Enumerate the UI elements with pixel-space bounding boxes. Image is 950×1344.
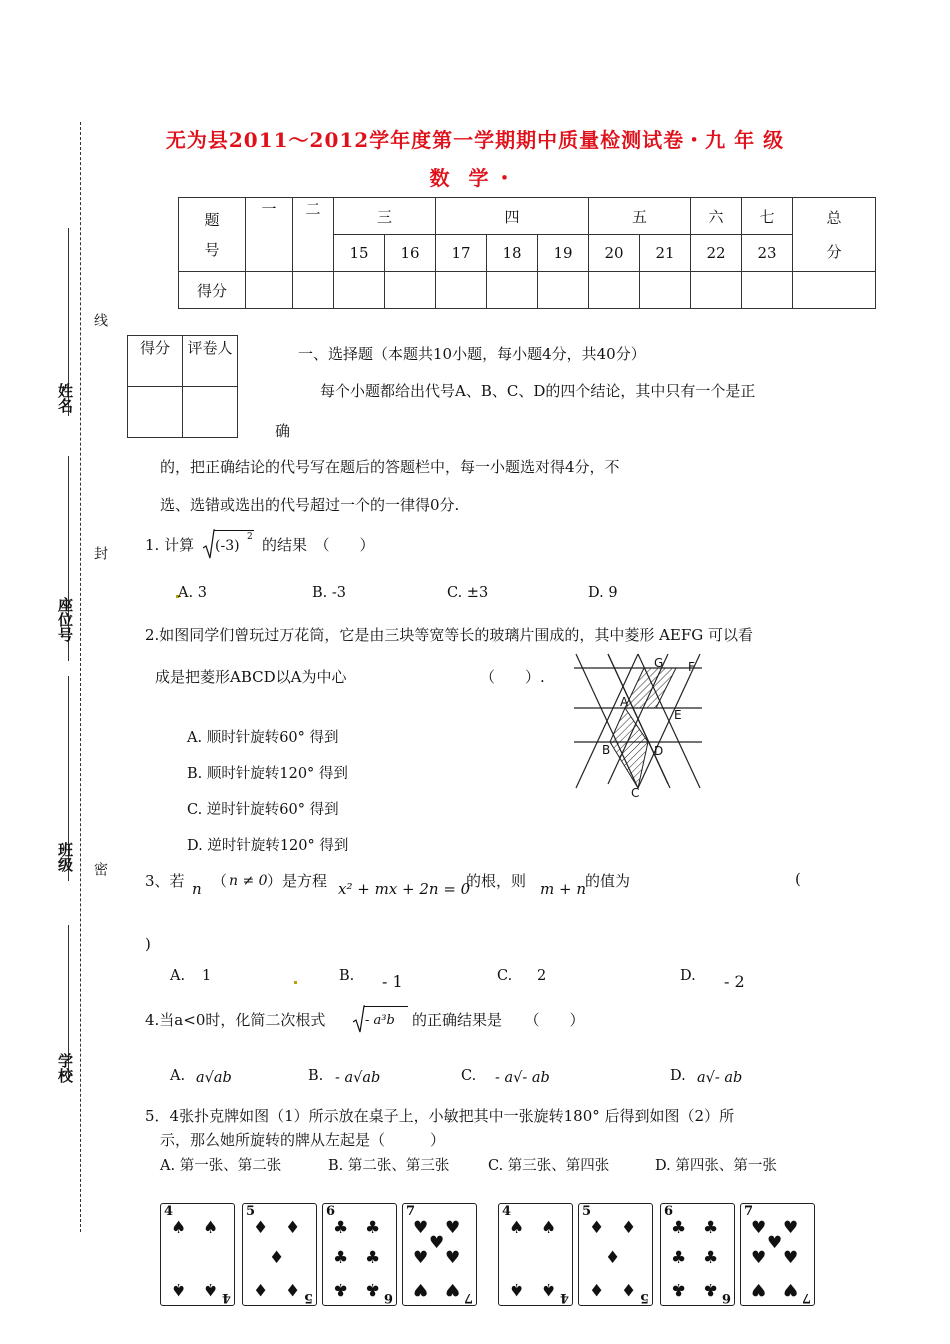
q5-stem-2: 示，那么她所旋转的牌从左起是（ ） [160, 1131, 446, 1149]
card-suit-icon: ♣ [333, 1279, 349, 1299]
q3-option-b-value: - 1 [382, 972, 403, 991]
radical-sign-icon [353, 1004, 365, 1034]
q3-condition: n ≠ 0 [229, 873, 268, 889]
score-cell[interactable] [640, 272, 691, 309]
q3-stem-a: 3、若 [145, 872, 185, 890]
card-rank: 4 [221, 1290, 231, 1305]
card-suit-icon: ♥ [767, 1233, 783, 1253]
playing-card [322, 1203, 397, 1306]
card-suit-icon: ♦ [621, 1279, 637, 1299]
card-suit-icon: ♠ [541, 1218, 557, 1238]
q4-option-c-value: - a√- ab [495, 1070, 550, 1086]
playing-card [740, 1203, 815, 1306]
card-suit-icon: ♦ [605, 1248, 621, 1268]
card-suit-icon: ♥ [751, 1279, 767, 1299]
grader-table [127, 335, 238, 438]
score-cell[interactable] [334, 272, 385, 309]
card-suit-icon: ♣ [333, 1248, 349, 1268]
card-suit-icon: ♥ [783, 1248, 799, 1268]
card-suit-icon: ♣ [671, 1218, 687, 1238]
exam-title: 无为县2011～2012学年度第一学期期中质量检测试卷・九 年 级 [165, 128, 785, 152]
score-cell[interactable] [487, 272, 538, 309]
card-suit-icon: ♣ [333, 1218, 349, 1238]
q2-option-b[interactable]: B. 顺时针旋转120° 得到 [187, 766, 348, 782]
section-7: 七 [742, 198, 793, 235]
card-suit-icon: ♥ [751, 1248, 767, 1268]
q4-option-b-value: - a√ab [335, 1070, 381, 1086]
card-suit-icon: ♦ [285, 1218, 301, 1238]
q2-option-c[interactable]: C. 逆时针旋转60° 得到 [187, 802, 339, 818]
q4-option-c-label[interactable]: C. [461, 1068, 477, 1084]
q3-stem-b: ）是方程 [267, 872, 328, 890]
qnum-15: 15 [334, 235, 385, 272]
card-suit-icon: ♥ [783, 1279, 799, 1299]
score-cell[interactable] [436, 272, 487, 309]
tick-xian: 线 [92, 313, 108, 327]
q3-option-c-label[interactable]: C. [497, 968, 513, 984]
score-cell[interactable] [385, 272, 436, 309]
card-suit-icon: ♣ [671, 1248, 687, 1268]
q4-option-a-label[interactable]: A. [170, 1068, 186, 1084]
card-rank: 4 [502, 1204, 512, 1219]
qnum-18: 18 [487, 235, 538, 272]
score-cell[interactable] [793, 272, 876, 309]
card-rank: 5 [639, 1290, 649, 1305]
card-suit-icon: ♣ [671, 1279, 687, 1299]
card-suit-icon: ♣ [365, 1248, 381, 1268]
q2-option-a[interactable]: A. 顺时针旋转60° 得到 [187, 730, 339, 746]
section-6: 六 [691, 198, 742, 235]
q4-radical [353, 1004, 409, 1034]
card-suit-icon: ♦ [589, 1279, 605, 1299]
card-suit-icon: ♦ [621, 1218, 637, 1238]
q3-answer-paren-close: ) [145, 935, 151, 953]
q2-stem-1: 2.如图同学们曾玩过万花筒，它是由三块等宽等长的玻璃片围成的，其中菱形 AEFG 可以看 [145, 626, 754, 644]
score-cell[interactable] [589, 272, 640, 309]
card-rank: 4 [164, 1204, 174, 1219]
q3-option-d-value: - 2 [724, 972, 745, 991]
q3-n: n [192, 880, 202, 898]
q4-option-a-value: a√ab [196, 1070, 232, 1086]
card-suit-icon: ♣ [365, 1279, 381, 1299]
card-suit-icon: ♦ [253, 1218, 269, 1238]
q5-option-a[interactable]: A. 第一张、第二张 [160, 1158, 282, 1174]
radical-sign-icon [203, 528, 215, 560]
playing-card [160, 1203, 235, 1306]
grader-defen: 得分 [128, 336, 183, 387]
header-tihao: 题 号 [179, 198, 246, 272]
card-suit-icon: ♥ [429, 1233, 445, 1253]
q3-answer-paren-open: ( [795, 870, 801, 888]
section-2: 二 [293, 198, 334, 272]
q1-stem-post: 的结果 （ ） [262, 536, 375, 554]
header-zongfen: 总 分 [793, 198, 876, 272]
grader-name-cell[interactable] [183, 387, 238, 438]
q4-option-b-label[interactable]: B. [308, 1068, 324, 1084]
section1-intro-1: 每个小题都给出代号A、B、C、D的四个结论，其中只有一个是正 [320, 382, 756, 400]
binding-dashed-line [80, 122, 81, 1232]
card-rank: 4 [559, 1290, 569, 1305]
section1-intro-3: 选、选错或选出的代号超过一个的一律得0分. [160, 496, 460, 514]
card-suit-icon: ♠ [203, 1218, 219, 1238]
q5-stem-1: 5．4张扑克牌如图（1）所示放在桌子上，小敏把其中一张旋转180° 后得到如图（2）所 [145, 1107, 735, 1125]
card-suit-icon: ♣ [703, 1248, 719, 1268]
card-suit-icon: ♣ [703, 1279, 719, 1299]
card-rank: 6 [326, 1204, 336, 1219]
q3-option-c-value: 2 [537, 968, 547, 984]
fig-label-f: F [688, 660, 695, 674]
class-label: 班级 [56, 842, 74, 872]
card-suit-icon: ♠ [541, 1279, 557, 1299]
kaleidoscope-figure [568, 652, 708, 797]
playing-card [402, 1203, 477, 1306]
qnum-20: 20 [589, 235, 640, 272]
card-rank: 6 [721, 1290, 731, 1305]
q2-stem-2: 成是把菱形ABCD以A为中心 [155, 668, 347, 686]
q1-option-c[interactable]: C. ±3 [447, 585, 489, 601]
card-suit-icon: ♠ [171, 1279, 187, 1299]
q3-stem-d: 的值为 [585, 872, 631, 890]
q1-option-d[interactable]: D. 9 [588, 585, 618, 601]
q3-option-a-label[interactable]: A. [170, 968, 186, 984]
qnum-17: 17 [436, 235, 487, 272]
playing-card [242, 1203, 317, 1306]
section1-intro-2: 的，把正确结论的代号写在题后的答题栏中，每一小题选对得4分，不 [160, 458, 620, 476]
card-rank: 7 [801, 1290, 811, 1305]
row-defen-label: 得分 [179, 272, 246, 309]
card-rank: 7 [744, 1204, 754, 1219]
q1-stem-pre: 1. 计算 [145, 536, 195, 554]
score-cell[interactable] [538, 272, 589, 309]
name-label: 姓名 [56, 383, 74, 413]
card-suit-icon: ♣ [365, 1218, 381, 1238]
section-3: 三 [334, 198, 436, 235]
q3-option-a-value: 1 [202, 968, 212, 984]
q5-option-d[interactable]: D. 第四张、第一张 [655, 1158, 777, 1174]
qnum-22: 22 [691, 235, 742, 272]
qnum-23: 23 [742, 235, 793, 272]
qnum-19: 19 [538, 235, 589, 272]
card-suit-icon: ♦ [285, 1279, 301, 1299]
q1-option-b[interactable]: B. -3 [312, 585, 346, 601]
card-suit-icon: ♥ [445, 1218, 461, 1238]
card-suit-icon: ♠ [171, 1218, 187, 1238]
section1-intro-wrap: 确 [275, 422, 291, 440]
card-suit-icon: ♦ [589, 1218, 605, 1238]
q3-expr: m + n [540, 880, 586, 898]
card-rank: 7 [463, 1290, 473, 1305]
fig-label-c: C [631, 786, 640, 797]
playing-card [498, 1203, 573, 1306]
q2-paren: （ ）. [480, 668, 545, 686]
card-suit-icon: ♥ [413, 1279, 429, 1299]
q1-exponent: 2 [247, 532, 253, 542]
marker-dot [294, 981, 297, 984]
card-suit-icon: ♥ [445, 1248, 461, 1268]
exam-subject: 数 学・ [429, 166, 521, 190]
q5-option-b[interactable]: B. 第二张、第三张 [328, 1158, 450, 1174]
q3-equation: x² + mx + 2n = 0 [338, 880, 471, 898]
q4-option-d-value: a√- ab [697, 1070, 743, 1086]
playing-card [660, 1203, 735, 1306]
q4-stem-post: 的正确结果是 （ ） [412, 1011, 585, 1029]
card-suit-icon: ♥ [751, 1218, 767, 1238]
fig-label-a: A [620, 695, 629, 709]
score-cell[interactable] [293, 272, 334, 309]
q3-stem-c: 的根，则 [466, 872, 527, 890]
q4-stem-pre: 4.当a<0时，化简二次根式 [145, 1011, 326, 1029]
seat-label: 座位号 [56, 597, 74, 642]
q1-radicand: (-3) [215, 538, 240, 554]
fig-label-d: D [654, 744, 664, 758]
card-suit-icon: ♠ [203, 1279, 219, 1299]
section-4: 四 [436, 198, 589, 235]
qnum-16: 16 [385, 235, 436, 272]
card-rank: 7 [406, 1204, 416, 1219]
qnum-21: 21 [640, 235, 691, 272]
q3-option-b-label[interactable]: B. [339, 968, 355, 984]
q3-option-d-label[interactable]: D. [680, 968, 696, 984]
section1-heading: 一、选择题（本题共10小题，每小题4分，共40分） [298, 345, 646, 363]
score-cell[interactable] [691, 272, 742, 309]
card-suit-icon: ♥ [783, 1218, 799, 1238]
grader-pingjuanren: 评卷人 [183, 336, 238, 387]
card-suit-icon: ♥ [413, 1218, 429, 1238]
score-cell[interactable] [742, 272, 793, 309]
q3-paren-open: （ [212, 872, 228, 890]
card-suit-icon: ♠ [509, 1279, 525, 1299]
card-rank: 6 [383, 1290, 393, 1305]
card-suit-icon: ♥ [413, 1248, 429, 1268]
card-suit-icon: ♦ [253, 1279, 269, 1299]
fig-label-b: B [602, 743, 611, 757]
fig-label-e: E [674, 708, 682, 722]
card-suit-icon: ♠ [509, 1218, 525, 1238]
q1-radical [203, 528, 259, 560]
card-rank: 5 [303, 1290, 313, 1305]
card-rank: 5 [582, 1204, 592, 1219]
playing-card [578, 1203, 653, 1306]
section-1: 一 [246, 198, 293, 272]
tick-feng: 封 [92, 546, 108, 560]
q4-radicand: - a³b [365, 1013, 395, 1028]
card-rank: 6 [664, 1204, 674, 1219]
q2-option-d[interactable]: D. 逆时针旋转120° 得到 [187, 838, 349, 854]
grader-score-cell[interactable] [128, 387, 183, 438]
q1-option-a[interactable]: A. 3 [178, 585, 207, 601]
card-suit-icon: ♥ [445, 1279, 461, 1299]
fig-label-g: G [654, 656, 664, 670]
section-5: 五 [589, 198, 691, 235]
score-table [178, 197, 876, 309]
card-suit-icon: ♦ [269, 1248, 285, 1268]
tick-mi: 密 [92, 862, 108, 876]
q4-option-d-label[interactable]: D. [670, 1068, 686, 1084]
card-rank: 5 [246, 1204, 256, 1219]
score-cell[interactable] [246, 272, 293, 309]
card-suit-icon: ♣ [703, 1218, 719, 1238]
q5-option-c[interactable]: C. 第三张、第四张 [488, 1158, 610, 1174]
school-label: 学校 [56, 1053, 74, 1083]
